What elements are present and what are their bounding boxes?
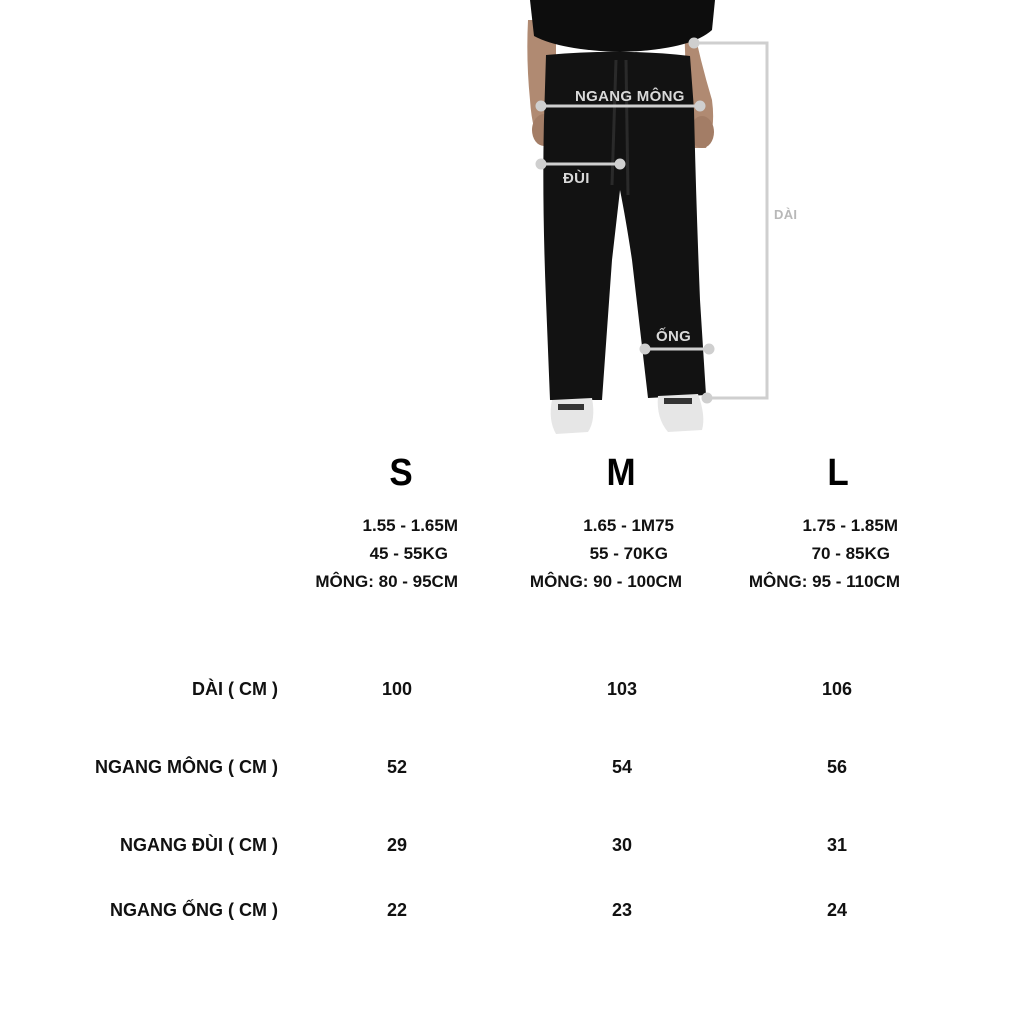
left-shoe-shape [551,398,594,434]
size-l-weight: 70 - 85KG [811,544,890,563]
leg-opening-measure-label: ỐNG [656,328,692,345]
size-l-height: 1.75 - 1.85M [802,516,898,535]
cell-thigh-l: 31 [826,835,848,855]
pants-model-illustration [0,0,1024,440]
cell-thigh-m: 30 [611,835,633,855]
thigh-measure-label: ĐÙI [563,170,590,187]
size-m-weight: 55 - 70KG [589,544,668,563]
cell-hip-m: 54 [611,757,633,777]
size-s-hip: MÔNG: 80 - 95CM [315,572,458,591]
size-header-m: M [606,452,636,494]
product-figure [0,0,1024,440]
size-info-l [749,512,900,596]
size-l-hip: MÔNG: 95 - 110CM [748,572,900,591]
hip-measure-label: NGANG MÔNG [575,88,685,105]
cell-leg-opening-m: 23 [611,900,633,920]
cell-length-l: 106 [821,679,853,699]
size-m-height: 1.65 - 1M75 [583,516,674,535]
row-label-length: DÀI ( CM ) [192,679,278,699]
row-label-hip: NGANG MÔNG ( CM ) [95,757,278,777]
cell-leg-opening-l: 24 [826,900,848,920]
length-measure-label: DÀI [774,207,798,222]
size-s-height: 1.55 - 1.65M [362,516,458,535]
size-info-m [530,512,682,596]
cell-hip-s: 52 [386,757,408,777]
cell-leg-opening-s: 22 [386,900,408,920]
size-info-s [315,512,458,596]
size-header-s: S [389,452,413,494]
row-label-leg-opening: NGANG ỐNG ( CM ) [110,900,278,920]
cell-hip-l: 56 [826,757,848,777]
cell-length-m: 103 [606,679,638,699]
size-m-hip: MÔNG: 90 - 100CM [529,572,682,591]
size-s-weight: 45 - 55KG [369,544,448,563]
cell-length-s: 100 [381,679,413,699]
size-header-l: L [827,452,849,494]
row-label-thigh: NGANG ĐÙI ( CM ) [120,835,278,855]
cell-thigh-s: 29 [386,835,408,855]
